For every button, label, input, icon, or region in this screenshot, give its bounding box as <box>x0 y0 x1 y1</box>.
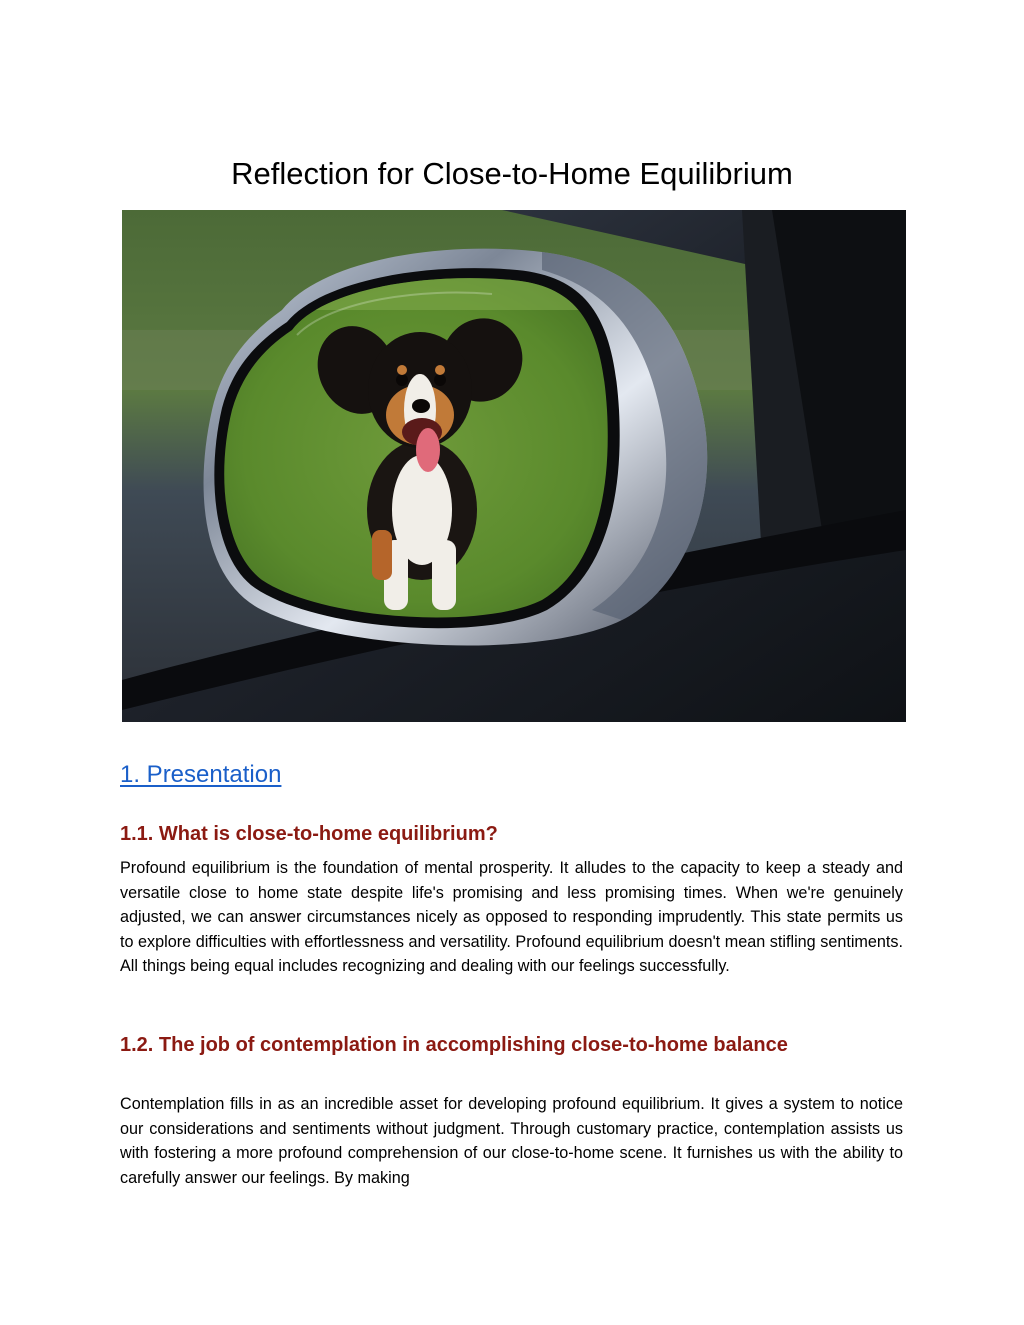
subsection-heading-what-is: 1.1. What is close-to-home equilibrium? <box>120 823 498 845</box>
paragraph-what-is: Profound equilibrium is the foundation of mental prosperity. It alludes to the capacity to keep a steady and versatile close to home state despite life's promising and less promising times. When we're genuinely adjusted, we can answer circumstances nicely as opposed to responding imprudently. This state permits us to explore difficulties with effortlessness and versatility. Profound equilibrium doesn't mean stifling sentiments. All things being equal includes recognizing and dealing with our feelings successfully. <box>120 859 903 975</box>
dog-in-side-mirror-photo <box>122 210 906 722</box>
subsection-heading-role-of-contemplation: 1.2. The job of contemplation in accomplishing close-to-home balance <box>120 1034 788 1056</box>
section-heading-presentation[interactable]: 1. Presentation <box>120 761 282 788</box>
paragraph-role-of-contemplation: Contemplation fills in as an incredible asset for developing profound equilibrium. It gives a system to notice our considerations and sentiments without judgment. Through customary practice, contemplation assists us with fostering a more profound comprehension of our close-to-home scene. It furnishes us with the ability to carefully answer our feelings. By making <box>120 1095 903 1187</box>
document-title: Reflection for Close-to-Home Equilibrium <box>231 156 793 191</box>
